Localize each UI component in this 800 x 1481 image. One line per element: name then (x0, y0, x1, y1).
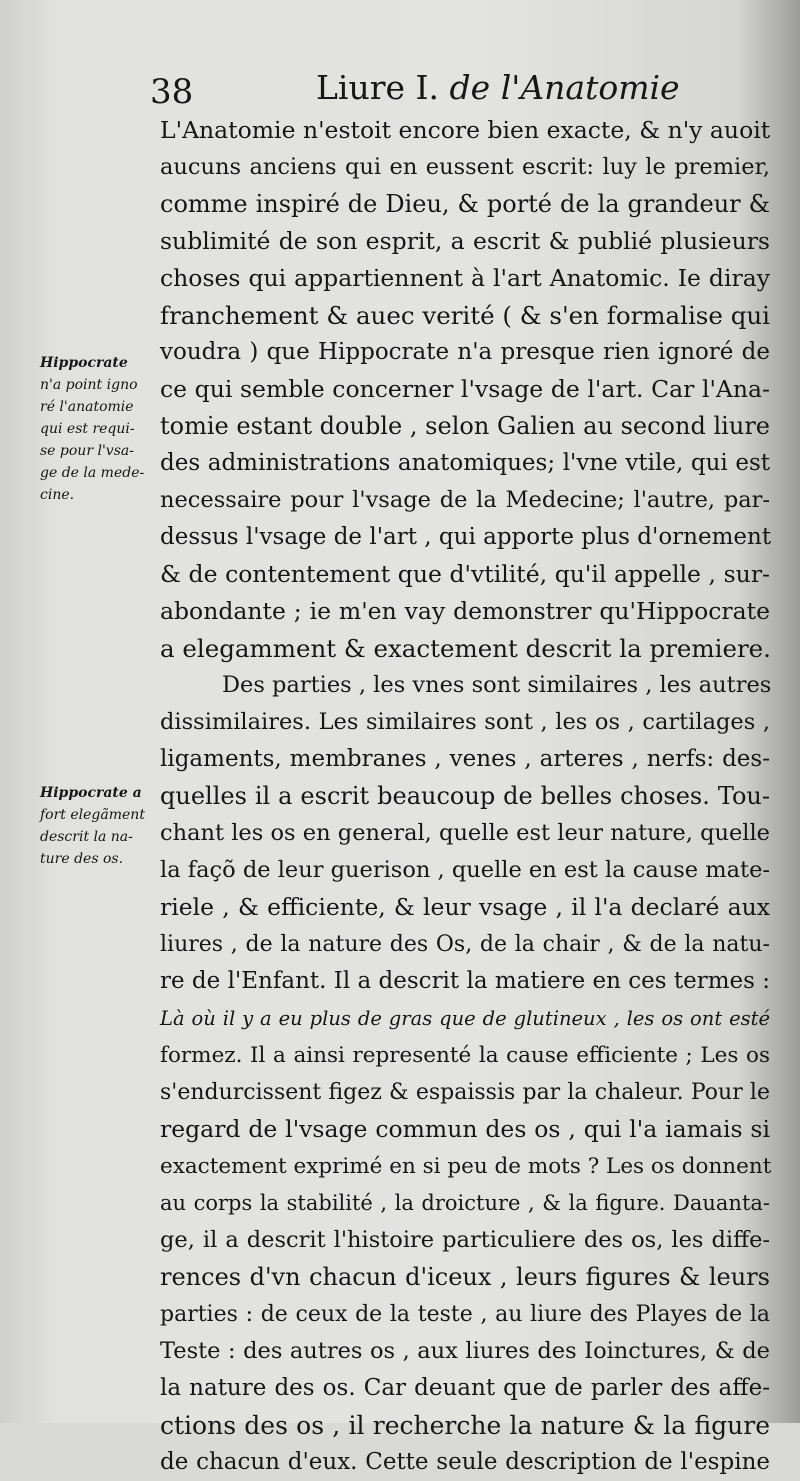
marginal-note-line: Hippocrate a (40, 785, 142, 801)
text-line: tomie estant double , selon Galien au second liure (160, 412, 770, 440)
text-line: ge, il a descrit l'histoire particuliere des os, les diffe- (160, 1227, 770, 1253)
text-line: & de contentement que d'vtilité, qu'il appelle , sur- (160, 560, 770, 588)
text-line: Des parties , les vnes sont similaires , les autres (222, 672, 772, 698)
text-line: la nature des os. Car deuant que de parler des affe- (160, 1375, 770, 1401)
text-line: dissimilaires. Les similaires sont , les os , cartilages , (160, 709, 770, 735)
marginal-note (40, 352, 165, 506)
marginal-note-line: cine. (40, 487, 75, 503)
marginal-note-line: ré l'anatomie (40, 399, 134, 415)
text-line: a elegamment & exactement descrit la premiere. (160, 634, 771, 663)
marginal-note-line: ture des os. (40, 851, 124, 867)
text-line: re de l'Enfant. Il a descrit la matiere en ces termes : (160, 968, 770, 994)
text-line: sublimité de son esprit, a escrit & publié plusieurs (160, 227, 770, 255)
text-line: rences d'vn chacun d'iceux , leurs figures & leurs (160, 1263, 770, 1291)
marginal-note (40, 782, 165, 870)
text-line: franchement & auec verité ( & s'en formalise qui (160, 301, 770, 330)
text-line: de chacun d'eux. Cette seule description de l'espine (160, 1449, 770, 1475)
text-line: L'Anatomie n'estoit encore bien exacte, & n'y auoit (160, 116, 771, 144)
text-line: des administrations anatomiques; l'vne vtile, qui est (160, 450, 770, 476)
text-line: au corps la stabilité , la droicture , & la figure. Dauanta- (160, 1191, 770, 1215)
text-line: exactement exprimé en si peu de mots ? Les os donnent (160, 1154, 772, 1179)
page-number: 38 (150, 72, 194, 112)
marginal-note-line: qui est requi- (40, 421, 135, 437)
running-head (316, 66, 680, 110)
marginal-note-line: se pour l'vsa- (40, 443, 134, 459)
marginal-note-line: ge de la mede- (40, 465, 145, 481)
text-line: necessaire pour l'vsage de la Medecine; l'autre, par- (160, 487, 770, 513)
text-line: ctions des os , il recherche la nature & la figure (160, 1411, 770, 1440)
text-line: liures , de la nature des Os, de la chair , & de la natu- (160, 932, 770, 957)
marginal-note-line: descrit la na- (40, 829, 133, 845)
text-line: regard de l'vsage commun des os , qui l'a iamais si (160, 1115, 770, 1143)
text-line: parties : de ceux de la teste , au liure des Playes de la (160, 1302, 770, 1327)
text-line: Teste : des autres os , aux liures des Ioinctures, & de (160, 1338, 770, 1364)
text-line: ligaments, membranes , venes , arteres , nerfs: des- (160, 746, 770, 772)
running-head-italic: de l'Anatomie (449, 68, 680, 107)
text-line: la façõ de leur guerison , quelle en est la cause mate- (160, 857, 770, 883)
text-line: voudra ) que Hippocrate n'a presque rien ignoré de (160, 339, 770, 365)
marginal-note-line: fort elegãment (40, 807, 145, 823)
text-line: dessus l'vsage de l'art , qui apporte plus d'ornement (160, 524, 772, 550)
text-line: aucuns anciens qui en eussent escrit: luy le premier, (160, 154, 770, 180)
running-head-roman: Liure I. (316, 68, 440, 107)
text-line: ce qui semble concerner l'vsage de l'art. Car l'Ana- (160, 375, 770, 403)
text-line: quelles il a escrit beaucoup de belles choses. Tou- (160, 782, 770, 810)
text-line: formez. Il a ainsi representé la cause efficiente ; Les os (160, 1043, 770, 1068)
text-line: comme inspiré de Dieu, & porté de la grandeur & (160, 190, 770, 218)
text-line: abondante ; ie m'en vay demonstrer qu'Hippocrate (160, 597, 770, 625)
marginal-note-line: Hippocrate (40, 355, 128, 371)
text-line: Là où il y a eu plus de gras que de glutineux , les os ont esté (160, 1007, 770, 1030)
text-line: s'endurcissent figez & espaissis par la chaleur. Pour le (160, 1080, 770, 1105)
marginal-note-line: n'a point igno (40, 377, 138, 393)
text-line: riele , & efficiente, & leur vsage , il l'a declaré aux (160, 893, 770, 921)
text-line: chant les os en general, quelle est leur nature, quelle (160, 820, 770, 846)
text-line: choses qui appartiennent à l'art Anatomic. Ie diray (160, 264, 770, 292)
body-text (160, 112, 770, 1481)
